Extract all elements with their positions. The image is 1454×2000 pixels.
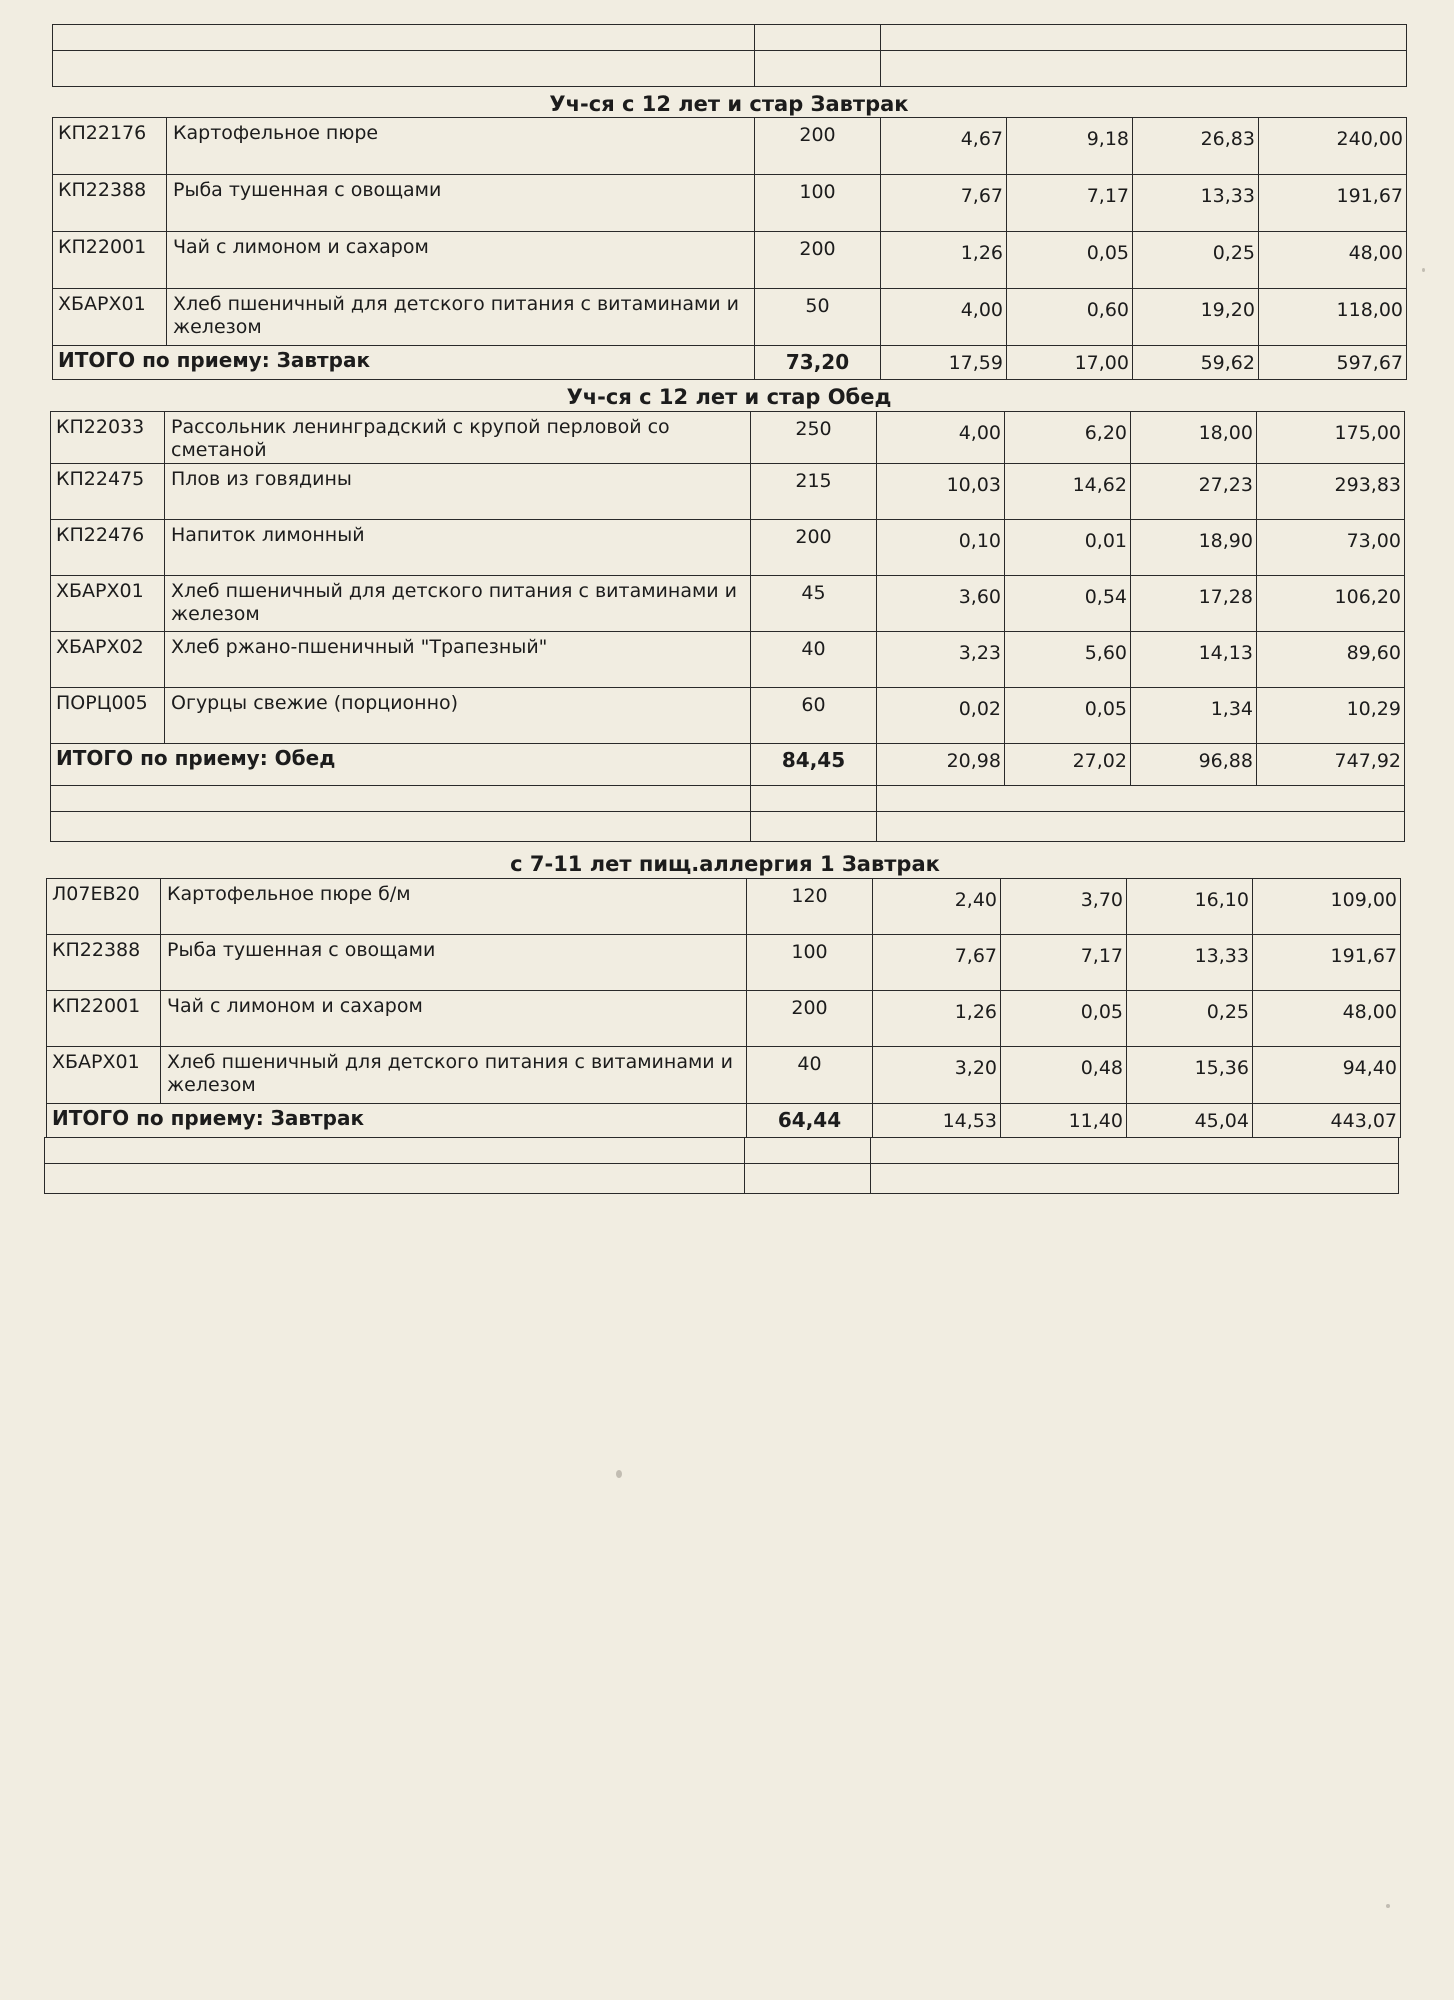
item-value: 1,26 xyxy=(873,991,1001,1047)
item-value: 4,00 xyxy=(881,289,1007,346)
item-value: 175,00 xyxy=(1257,412,1405,464)
item-value: 0,10 xyxy=(877,520,1005,576)
item-value: 118,00 xyxy=(1259,289,1407,346)
section-table xyxy=(46,878,1401,1138)
table-row xyxy=(51,632,1405,688)
blank-cell xyxy=(51,812,751,842)
item-qty: 200 xyxy=(755,118,881,175)
scan-speck xyxy=(1422,268,1425,272)
item-value: 26,83 xyxy=(1133,118,1259,175)
item-value: 240,00 xyxy=(1259,118,1407,175)
item-value: 0,54 xyxy=(1005,576,1131,632)
item-code: ХБАРХ01 xyxy=(53,289,167,346)
top-blank-table xyxy=(52,24,1407,87)
total-qty: 64,44 xyxy=(747,1104,873,1138)
scan-speck xyxy=(1386,1904,1390,1908)
item-value: 7,17 xyxy=(1007,175,1133,232)
total-value: 45,04 xyxy=(1127,1104,1253,1138)
table-row xyxy=(51,464,1405,520)
blank-cell xyxy=(755,25,881,51)
item-code: КП22475 xyxy=(51,464,165,520)
item-value: 1,26 xyxy=(881,232,1007,289)
item-qty: 40 xyxy=(747,1047,873,1104)
item-value: 293,83 xyxy=(1257,464,1405,520)
item-code: КП22388 xyxy=(47,935,161,991)
item-value: 73,00 xyxy=(1257,520,1405,576)
item-qty: 120 xyxy=(747,879,873,935)
item-value: 18,00 xyxy=(1131,412,1257,464)
item-name: Рыба тушенная с овощами xyxy=(167,175,755,232)
item-value: 191,67 xyxy=(1259,175,1407,232)
table-row xyxy=(53,118,1407,175)
item-value: 19,20 xyxy=(1133,289,1259,346)
bottom-blank-table xyxy=(44,1137,1399,1194)
table-row xyxy=(47,935,1401,991)
total-value: 597,67 xyxy=(1259,346,1407,380)
item-value: 4,67 xyxy=(881,118,1007,175)
total-value: 59,62 xyxy=(1133,346,1259,380)
table-row xyxy=(47,991,1401,1047)
item-qty: 100 xyxy=(747,935,873,991)
item-value: 0,48 xyxy=(1001,1047,1127,1104)
blank-cell xyxy=(871,1138,1399,1164)
total-value: 747,92 xyxy=(1257,744,1405,786)
blank-cell xyxy=(53,51,755,87)
item-code: Л07ЕВ20 xyxy=(47,879,161,935)
item-name: Хлеб пшеничный для детского питания с витаминами и железом xyxy=(167,289,755,346)
item-name: Чай с лимоном и сахаром xyxy=(167,232,755,289)
section-table xyxy=(50,411,1405,786)
item-qty: 200 xyxy=(747,991,873,1047)
blank-cell xyxy=(53,25,755,51)
section-title: с 7-11 лет пищ.аллергия 1 Завтрак xyxy=(510,852,940,876)
item-name: Огурцы свежие (порционно) xyxy=(165,688,751,744)
item-code: КП22476 xyxy=(51,520,165,576)
total-value: 14,53 xyxy=(873,1104,1001,1138)
item-qty: 250 xyxy=(751,412,877,464)
table-row xyxy=(51,520,1405,576)
blank-table xyxy=(50,785,1405,842)
blank-cell xyxy=(755,51,881,87)
item-qty: 215 xyxy=(751,464,877,520)
item-code: ХБАРХ02 xyxy=(51,632,165,688)
item-value: 7,67 xyxy=(881,175,1007,232)
item-value: 9,18 xyxy=(1007,118,1133,175)
item-value: 0,01 xyxy=(1005,520,1131,576)
item-name: Хлеб пшеничный для детского питания с витаминами и железом xyxy=(161,1047,747,1104)
blank-cell xyxy=(877,812,1405,842)
item-value: 5,60 xyxy=(1005,632,1131,688)
total-value: 96,88 xyxy=(1131,744,1257,786)
total-label: ИТОГО по приему: Завтрак xyxy=(53,346,755,380)
item-code: КП22388 xyxy=(53,175,167,232)
item-value: 109,00 xyxy=(1253,879,1401,935)
blank-cell xyxy=(745,1138,871,1164)
item-value: 3,70 xyxy=(1001,879,1127,935)
item-qty: 40 xyxy=(751,632,877,688)
item-value: 48,00 xyxy=(1259,232,1407,289)
item-value: 18,90 xyxy=(1131,520,1257,576)
item-value: 15,36 xyxy=(1127,1047,1253,1104)
total-qty: 73,20 xyxy=(755,346,881,380)
scan-speck xyxy=(616,1470,622,1478)
total-value: 443,07 xyxy=(1253,1104,1401,1138)
item-value: 14,13 xyxy=(1131,632,1257,688)
table-row xyxy=(51,412,1405,464)
item-name: Рыба тушенная с овощами xyxy=(161,935,747,991)
item-qty: 60 xyxy=(751,688,877,744)
item-name: Чай с лимоном и сахаром xyxy=(161,991,747,1047)
item-value: 16,10 xyxy=(1127,879,1253,935)
item-value: 14,62 xyxy=(1005,464,1131,520)
item-value: 0,05 xyxy=(1005,688,1131,744)
item-name: Картофельное пюре б/м xyxy=(161,879,747,935)
item-name: Рассольник ленинградский с крупой перловой со сметаной xyxy=(165,412,751,464)
blank-cell xyxy=(45,1164,745,1194)
blank-cell xyxy=(751,812,877,842)
item-value: 0,25 xyxy=(1127,991,1253,1047)
item-value: 0,05 xyxy=(1007,232,1133,289)
item-name: Плов из говядины xyxy=(165,464,751,520)
blank-cell xyxy=(877,786,1405,812)
blank-cell xyxy=(745,1164,871,1194)
item-qty: 200 xyxy=(755,232,881,289)
item-qty: 45 xyxy=(751,576,877,632)
total-row xyxy=(51,744,1405,786)
item-value: 7,17 xyxy=(1001,935,1127,991)
item-code: ХБАРХ01 xyxy=(47,1047,161,1104)
section-title: Уч-ся с 12 лет и стар Завтрак xyxy=(549,92,909,116)
item-value: 2,40 xyxy=(873,879,1001,935)
total-qty: 84,45 xyxy=(751,744,877,786)
total-value: 27,02 xyxy=(1005,744,1131,786)
item-value: 17,28 xyxy=(1131,576,1257,632)
total-label: ИТОГО по приему: Завтрак xyxy=(47,1104,747,1138)
item-value: 6,20 xyxy=(1005,412,1131,464)
blank-cell xyxy=(881,51,1407,87)
table-row xyxy=(47,879,1401,935)
item-value: 1,34 xyxy=(1131,688,1257,744)
item-code: ПОРЦ005 xyxy=(51,688,165,744)
total-row xyxy=(53,346,1407,380)
item-value: 0,02 xyxy=(877,688,1005,744)
item-value: 191,67 xyxy=(1253,935,1401,991)
item-code: КП22033 xyxy=(51,412,165,464)
item-qty: 100 xyxy=(755,175,881,232)
table-row xyxy=(53,175,1407,232)
section-title: Уч-ся с 12 лет и стар Обед xyxy=(566,385,892,409)
item-name: Хлеб ржано-пшеничный "Трапезный" xyxy=(165,632,751,688)
item-value: 3,60 xyxy=(877,576,1005,632)
total-value: 11,40 xyxy=(1001,1104,1127,1138)
item-value: 27,23 xyxy=(1131,464,1257,520)
item-value: 3,23 xyxy=(877,632,1005,688)
item-value: 106,20 xyxy=(1257,576,1405,632)
section-table xyxy=(52,117,1407,380)
table-row xyxy=(53,232,1407,289)
item-value: 89,60 xyxy=(1257,632,1405,688)
item-value: 0,05 xyxy=(1001,991,1127,1047)
item-value: 0,60 xyxy=(1007,289,1133,346)
item-code: ХБАРХ01 xyxy=(51,576,165,632)
blank-cell xyxy=(751,786,877,812)
blank-cell xyxy=(881,25,1407,51)
item-value: 0,25 xyxy=(1133,232,1259,289)
table-row xyxy=(47,1047,1401,1104)
item-code: КП22001 xyxy=(53,232,167,289)
item-value: 48,00 xyxy=(1253,991,1401,1047)
table-row xyxy=(53,289,1407,346)
total-value: 20,98 xyxy=(877,744,1005,786)
item-value: 7,67 xyxy=(873,935,1001,991)
item-qty: 50 xyxy=(755,289,881,346)
total-value: 17,00 xyxy=(1007,346,1133,380)
item-qty: 200 xyxy=(751,520,877,576)
item-value: 13,33 xyxy=(1133,175,1259,232)
item-value: 4,00 xyxy=(877,412,1005,464)
total-row xyxy=(47,1104,1401,1138)
item-name: Напиток лимонный xyxy=(165,520,751,576)
blank-cell xyxy=(51,786,751,812)
item-value: 3,20 xyxy=(873,1047,1001,1104)
blank-cell xyxy=(871,1164,1399,1194)
item-value: 94,40 xyxy=(1253,1047,1401,1104)
item-name: Картофельное пюре xyxy=(167,118,755,175)
item-code: КП22001 xyxy=(47,991,161,1047)
total-label: ИТОГО по приему: Обед xyxy=(51,744,751,786)
item-value: 10,03 xyxy=(877,464,1005,520)
item-value: 13,33 xyxy=(1127,935,1253,991)
item-name: Хлеб пшеничный для детского питания с витаминами и железом xyxy=(165,576,751,632)
table-row xyxy=(51,688,1405,744)
blank-cell xyxy=(45,1138,745,1164)
item-code: КП22176 xyxy=(53,118,167,175)
item-value: 10,29 xyxy=(1257,688,1405,744)
table-row xyxy=(51,576,1405,632)
total-value: 17,59 xyxy=(881,346,1007,380)
